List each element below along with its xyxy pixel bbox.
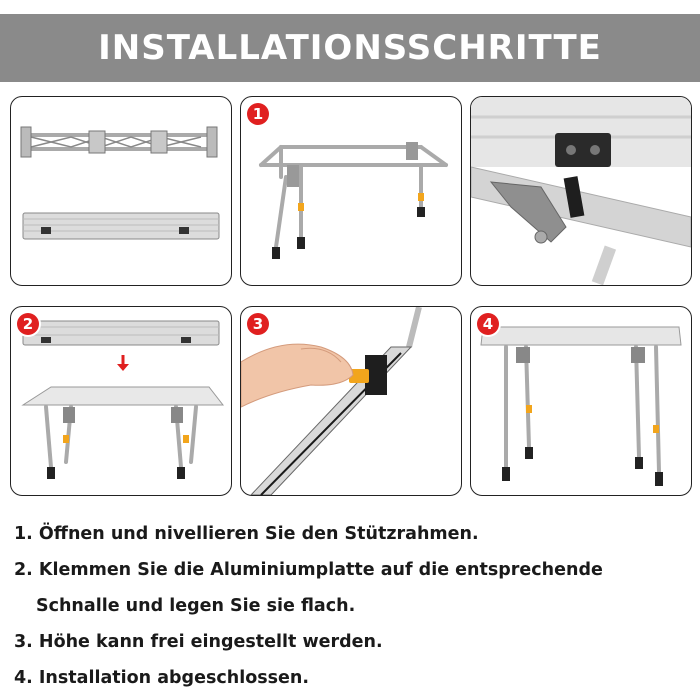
panel-step-3	[240, 306, 462, 496]
finished-table-illustration	[471, 307, 691, 495]
instruction-step-1: 1. Öffnen und nivellieren Sie den Stützrahmen.	[14, 524, 479, 544]
instruction-step-3: 3. Höhe kann frei eingestellt werden.	[14, 632, 383, 652]
height-adjust-illustration	[241, 307, 461, 495]
instruction-step-4: 4. Installation abgeschlossen.	[14, 668, 310, 688]
panel-folded-table	[10, 96, 232, 286]
page-title: INSTALLATIONSSCHRITTE	[98, 28, 602, 68]
attach-top-illustration	[11, 307, 231, 495]
instruction-step-2: 2. Klemmen Sie die Aluminiumplatte auf die entsprechende	[14, 560, 603, 580]
clamp-detail-illustration	[471, 97, 691, 285]
panel-step-2	[10, 306, 232, 496]
folded-table-illustration	[11, 97, 231, 285]
step-badge: 2	[17, 313, 39, 335]
panel-step-1	[240, 96, 462, 286]
header-banner	[0, 14, 700, 82]
step-badge: 1	[247, 103, 269, 125]
frame-illustration	[241, 97, 461, 285]
instruction-step-2-continued: Schnalle und legen Sie sie flach.	[36, 596, 356, 616]
instruction-list	[14, 516, 684, 696]
step-badge: 3	[247, 313, 269, 335]
panel-step-4	[470, 306, 692, 496]
step-badge: 4	[477, 313, 499, 335]
panel-clamp-detail	[470, 96, 692, 286]
